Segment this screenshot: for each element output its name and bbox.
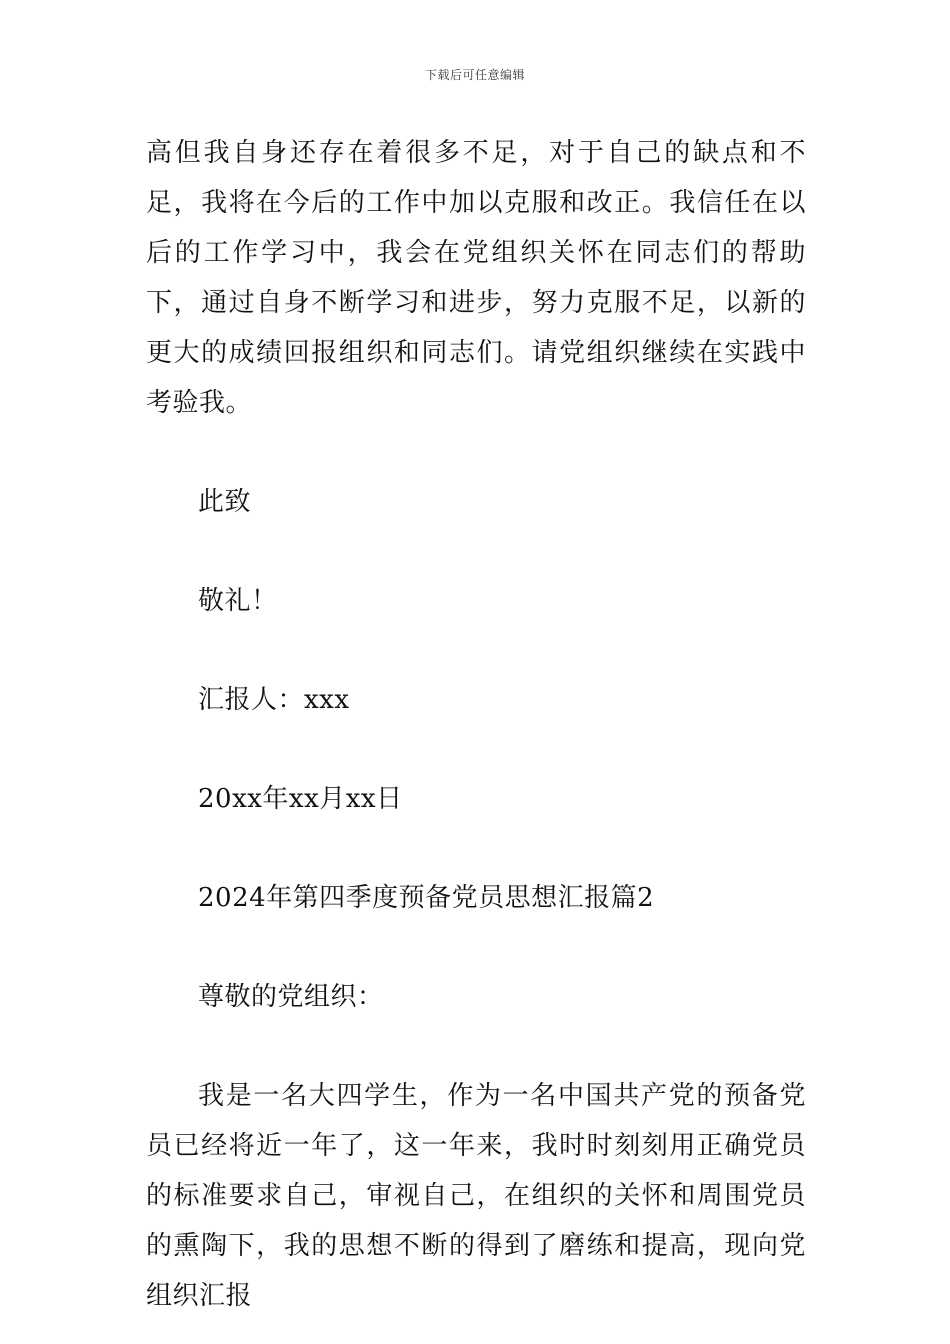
date-line: 20xx年xx月xx日 — [198, 784, 403, 814]
reporter-line: 汇报人：xxx — [198, 685, 350, 715]
spacer — [146, 1022, 806, 1071]
salutation: 尊敬的党组织： — [198, 982, 384, 1012]
spacer — [146, 626, 806, 675]
closing-line-2: 敬礼！ — [198, 586, 278, 616]
paragraph-2: 我是一名大四学生，作为一名中国共产党的预备党员已经将近一年了，这一年来，我时时刻刻用正确党员的标准要求自己，审视自己，在组织的关怀和周围党员的熏陶下，我的思想不断的得到了磨练和提高，现向党组织汇报 — [146, 1081, 806, 1311]
document-body — [146, 128, 806, 1321]
closing-line-1: 此致 — [198, 487, 252, 517]
spacer — [146, 824, 806, 873]
spacer — [146, 527, 806, 576]
spacer — [146, 725, 806, 774]
section-title: 2024年第四季度预备党员思想汇报篇2 — [198, 883, 655, 913]
spacer — [146, 428, 806, 477]
paragraph-continued: 高但我自身还存在着很多不足，对于自己的缺点和不足，我将在今后的工作中加以克服和改正。我信任在以后的工作学习中，我会在党组织关怀在同志们的帮助下，通过自身不断学习和进步，努力克服不足，以新的更大的成绩回报组织和同志们。请党组织继续在实践中考验我。 — [146, 138, 806, 418]
spacer — [146, 923, 806, 972]
page-header: 下载后可任意编辑 — [424, 68, 525, 82]
